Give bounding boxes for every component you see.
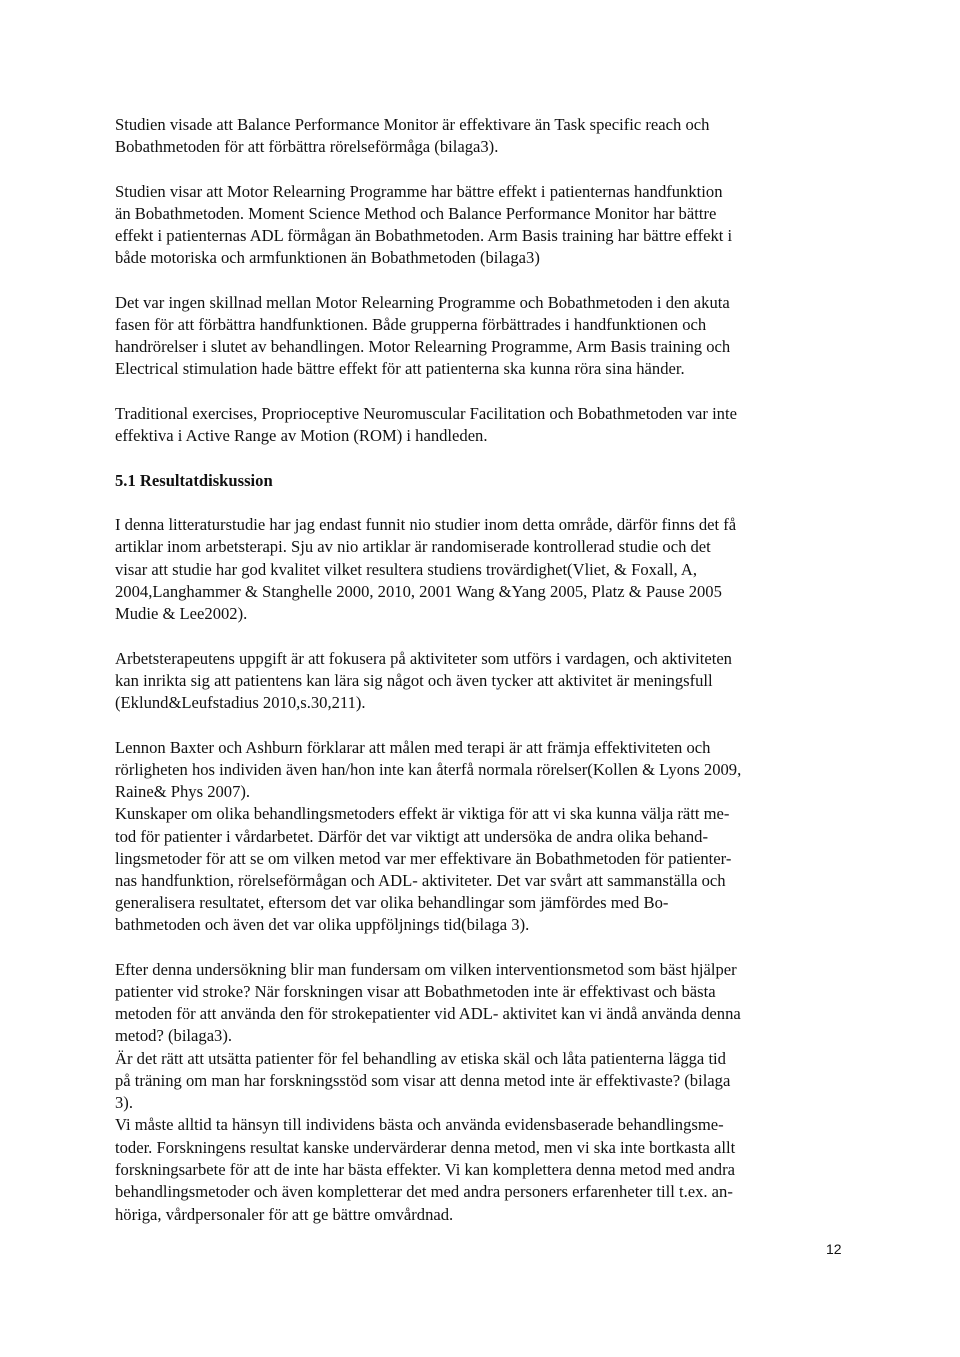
text-line: 3). xyxy=(115,1093,133,1112)
text-line: tod för patienter i vårdarbetet. Därför det var viktigt att undersöka de andra olika behand- xyxy=(115,827,708,846)
text-line: både motoriska och armfunktionen än Bobathmetoden (bilaga3) xyxy=(115,248,540,267)
text-line: rörligheten hos individen även han/hon inte kan återfå normala rörelser(Kollen & Lyons 2009, xyxy=(115,760,742,779)
text-line: patienter vid stroke? När forskningen visar att Bobathmetoden inte är effektivast och bästa xyxy=(115,982,716,1001)
text-line: bathmetoden och även det var olika uppföljnings tid(bilaga 3). xyxy=(115,915,530,934)
text-line: behandlingsmetoder och även kompletterar det med andra personers erfarenheter till t.ex. an- xyxy=(115,1182,733,1201)
text-line: Raine& Phys 2007). xyxy=(115,782,251,801)
page-number: 12 xyxy=(826,1241,842,1257)
text-line: Mudie & Lee2002). xyxy=(115,604,248,623)
text-line: metoden för att använda den för strokepatienter vid ADL- aktivitet kan vi ändå använda denna xyxy=(115,1004,741,1023)
text-line: generalisera resultatet, eftersom det var olika behandlingar som jämfördes med Bo- xyxy=(115,893,669,912)
text-line: artiklar inom arbetsterapi. Sju av nio artiklar är randomiserade kontrollerad studie och det xyxy=(115,537,711,556)
text-line: Arbetsterapeutens uppgift är att fokusera på aktiviteter som utförs i vardagen, och aktiviteten xyxy=(115,649,732,668)
text-line: Bobathmetoden för att förbättra rörelseförmåga (bilaga3). xyxy=(115,137,499,156)
text-line: toder. Forskningens resultat kanske undervärderar denna metod, men vi ska inte bortkasta allt xyxy=(115,1138,736,1157)
text-line: (Eklund&Leufstadius 2010,s.30,211). xyxy=(115,693,366,712)
text-line: effekt i patienternas ADL förmågan än Bobathmetoden. Arm Basis training har bättre effekt i xyxy=(115,226,733,245)
section-heading: 5.1 Resultatdiskussion xyxy=(115,471,273,490)
text-line: effektiva i Active Range av Motion (ROM) i handleden. xyxy=(115,426,488,445)
text-line: än Bobathmetoden. Moment Science Method och Balance Performance Monitor har bättre xyxy=(115,204,717,223)
text-line: handrörelser i slutet av behandlingen. Motor Relearning Programme, Arm Basis training och xyxy=(115,337,731,356)
text-line: 2004,Langhammer & Stanghelle 2000, 2010, 2001 Wang &Yang 2005, Platz & Pause 2005 xyxy=(115,582,722,601)
text-line: Studien visade att Balance Performance Monitor är effektivare än Task specific reach och xyxy=(115,115,710,134)
text-line: metod? (bilaga3). xyxy=(115,1026,233,1045)
text-line: visar att studie har god kvalitet vilket resultera studiens trovärdighet(Vliet, & Foxall, A, xyxy=(115,560,698,579)
text-line: Electrical stimulation hade bättre effekt för att patienterna ska kunna röra sina händer. xyxy=(115,359,685,378)
text-line: Studien visar att Motor Relearning Programme har bättre effekt i patienternas handfunktion xyxy=(115,182,723,201)
text-line: forskningsarbete för att de inte har bästa effekter. Vi kan komplettera denna metod med andra xyxy=(115,1160,735,1179)
text-line: Traditional exercises, Proprioceptive Neuromuscular Facilitation och Bobathmetoden var inte xyxy=(115,404,737,423)
text-line: fasen för att förbättra handfunktionen. Både grupperna förbättrades i handfunktionen och xyxy=(115,315,707,334)
text-line: I denna litteraturstudie har jag endast funnit nio studier inom detta område, därför finns det få xyxy=(115,515,737,534)
text-line: Är det rätt att utsätta patienter för fel behandling av etiska skäl och låta patienterna lägga tid xyxy=(115,1049,726,1068)
text-line: Lennon Baxter och Ashburn förklarar att målen med terapi är att främja effektiviteten och xyxy=(115,738,711,757)
text-line: Efter denna undersökning blir man fundersam om vilken interventionsmetod som bäst hjälper xyxy=(115,960,737,979)
text-line: höriga, vårdpersonaler för att ge bättre omvårdnad. xyxy=(115,1205,454,1224)
text-line: lingsmetoder för att se om vilken metod var mer effektivare än Bobathmetoden för patienter- xyxy=(115,849,732,868)
text-line: på träning om man har forskningsstöd som visar att denna metod inte är effektivaste? (bilaga xyxy=(115,1071,731,1090)
text-line: Vi måste alltid ta hänsyn till individens bästa och använda evidensbaserade behandlingsme- xyxy=(115,1115,724,1134)
text-line: nas handfunktion, rörelseförmågan och ADL- aktiviteter. Det var svårt att sammanställa och xyxy=(115,871,726,890)
text-line: Kunskaper om olika behandlingsmetoders effekt är viktiga för att vi ska kunna välja rätt me- xyxy=(115,804,730,823)
text-line: kan inrikta sig att patientens kan lära sig något och även tycker att aktivitet är meningsfull xyxy=(115,671,713,690)
text-line: Det var ingen skillnad mellan Motor Relearning Programme och Bobathmetoden i den akuta xyxy=(115,293,730,312)
